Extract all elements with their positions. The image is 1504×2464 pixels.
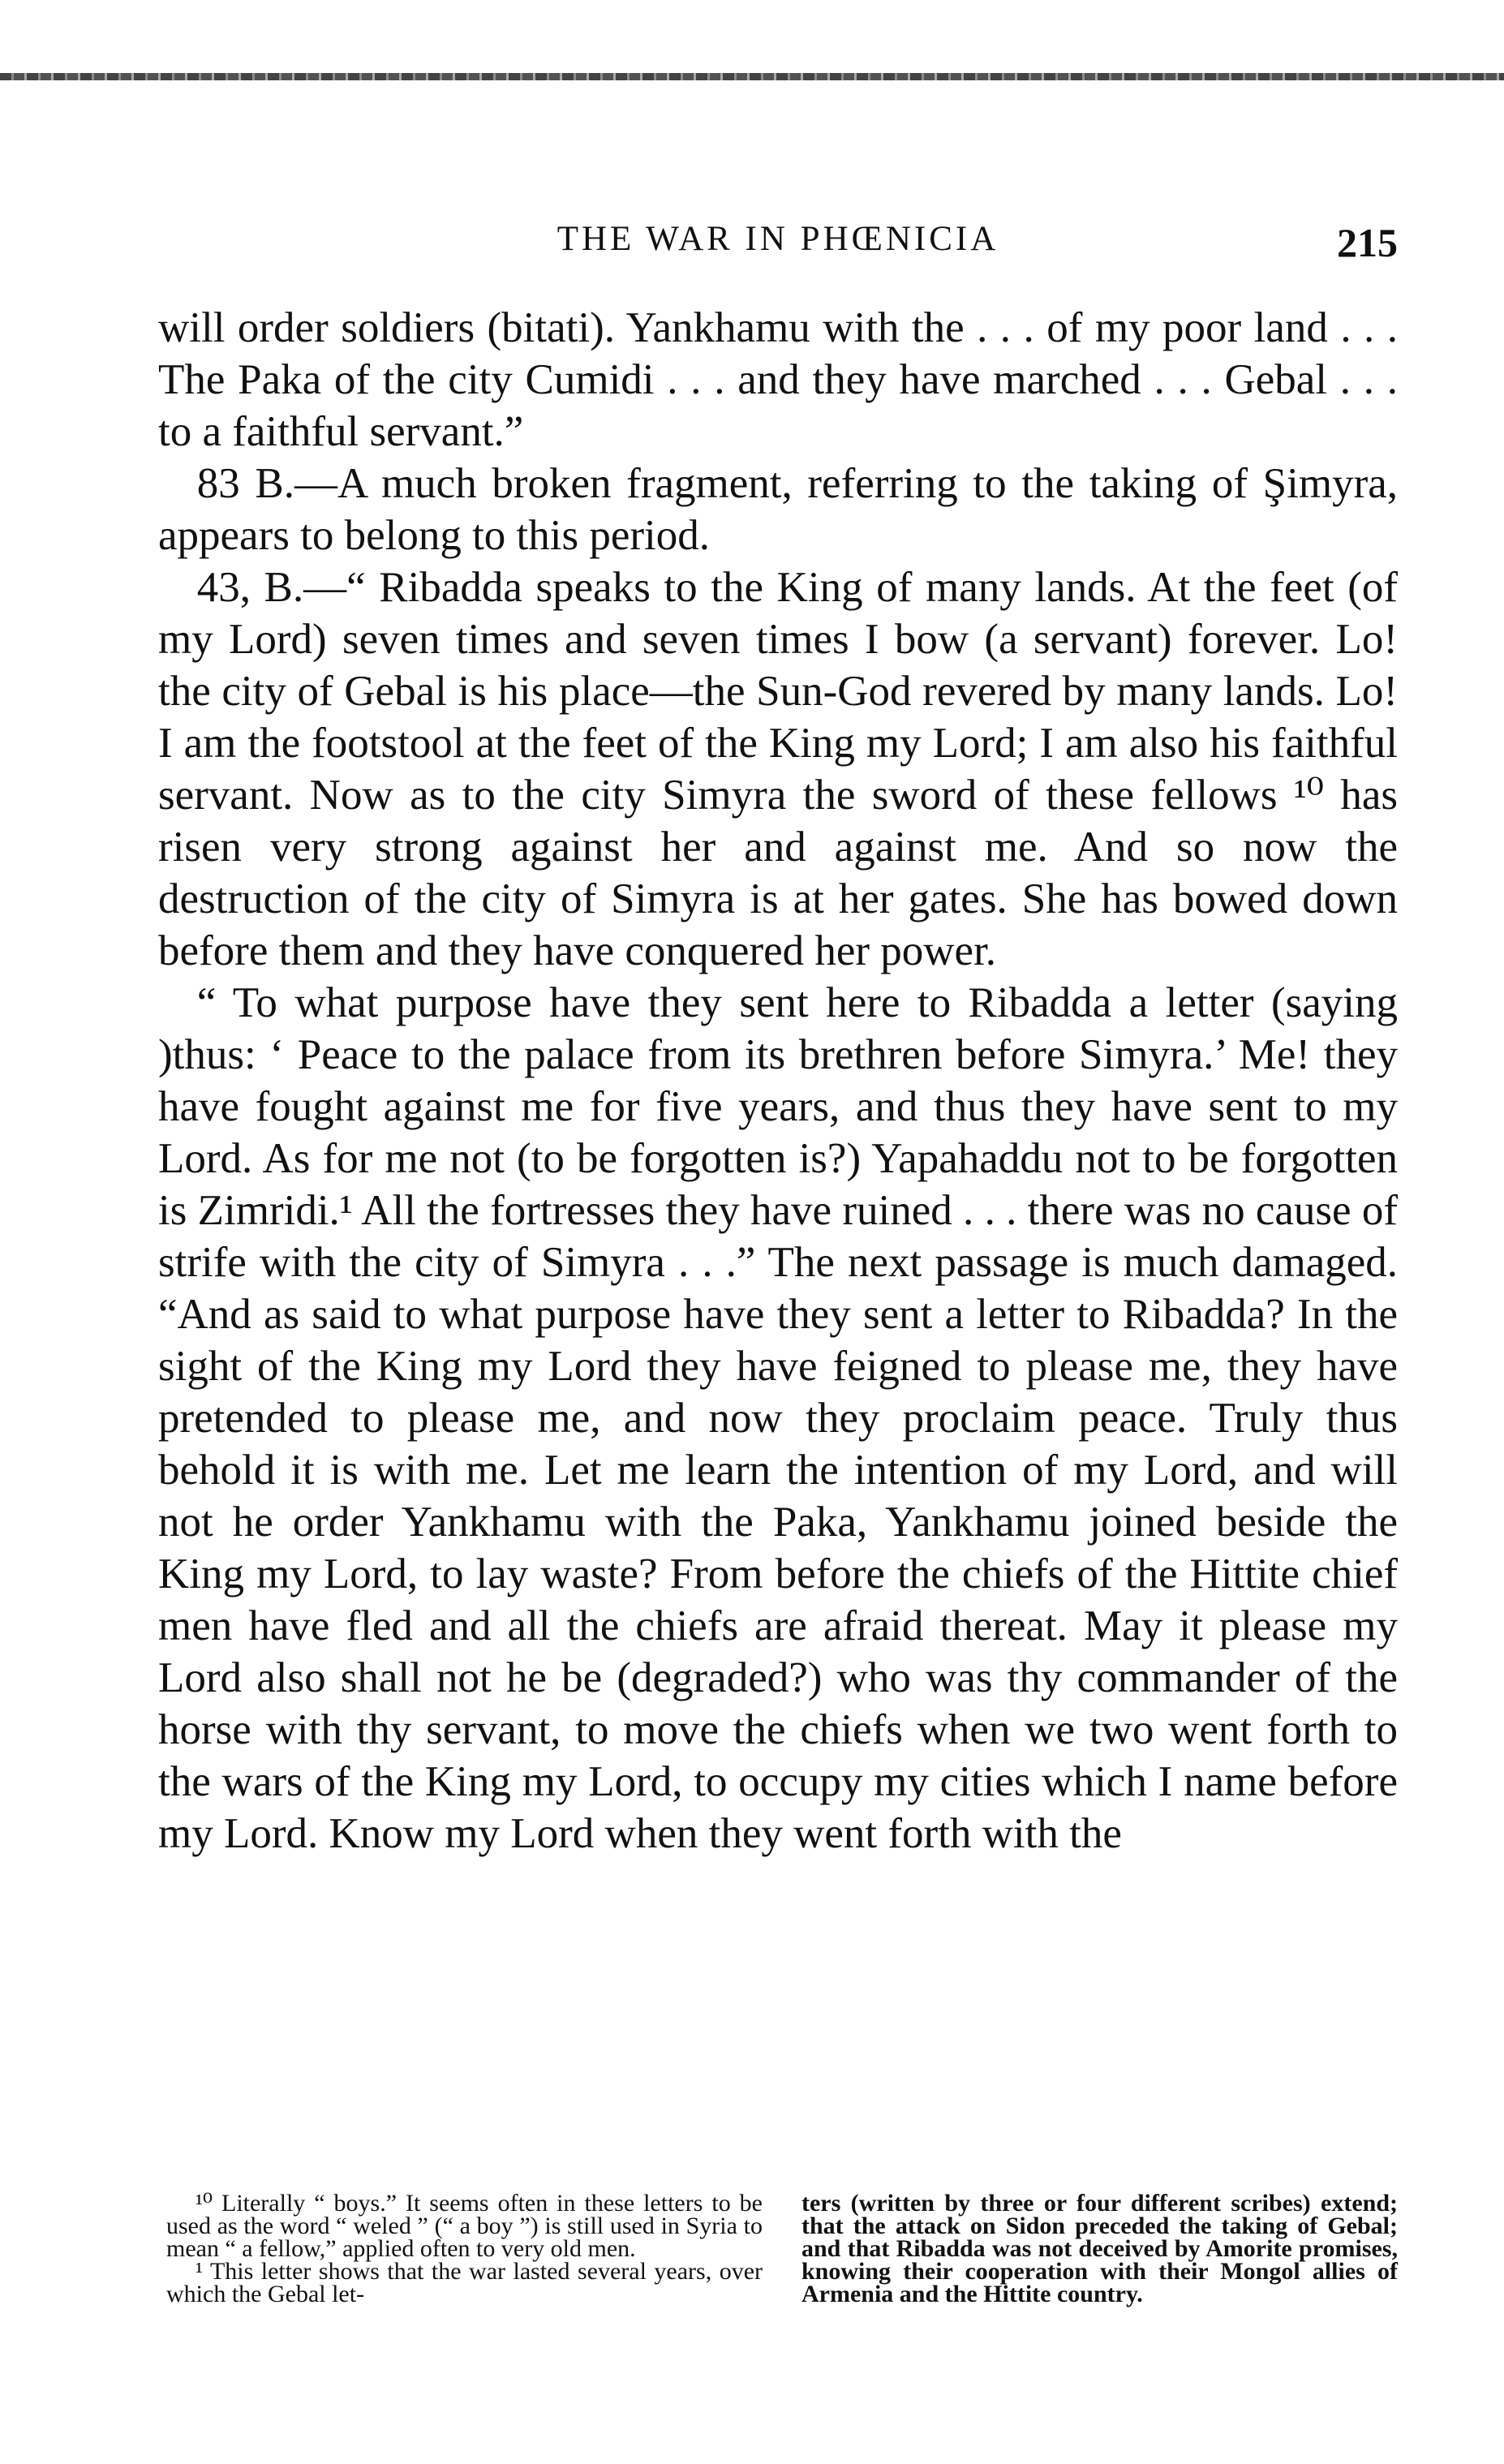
page-number: 215 <box>1337 220 1398 265</box>
paragraph: will order soldiers (bitati). Yankhamu with the . . . of my poor land . . . The Paka of the city Cumidi . . . and they have marched . . . Gebal . . . to a faithful servant.” <box>158 304 1398 455</box>
page-header <box>158 219 1398 276</box>
paragraph: 83 B.—A much broken fragment, referring to the taking of Şimyra, appears to belong to this period. <box>158 460 1398 559</box>
paragraph: 43, B.—“ Ribadda speaks to the King of many lands. At the feet (of my Lord) seven times and seven times I bow (a servant) forever. Lo! the city of Gebal is his place—the Sun-God revered by many lands. Lo! I am the footstool at the feet of the King my Lord; I am also his faithful servant. Now as to the city Simyra the sword of these fellows ¹⁰ has risen very strong against her and against me. And so now the destruction of the city of Simyra is at her gates. She has bowed down before them and they have conquered her power. <box>158 564 1398 974</box>
running-title: THE WAR IN PHŒNICIA <box>556 220 999 258</box>
footnotes <box>166 2192 1398 2306</box>
footnote-column-left <box>166 2192 763 2306</box>
footnote-column-right <box>801 2192 1398 2306</box>
paragraph: “ To what purpose have they sent here to Ribadda a letter (saying )thus: ‘ Peace to the palace from its brethren before Simyra.’ Me! they have fought against me for five years, and thus they have sent to my Lord. As for me not (to be forgotten is?) Yapahaddu not to be forgotten is Zimridi.¹ All the fortresses they have ruined . . . there was no cause of strife with the city of Simyra . . .” The next passage is much damaged. “And as said to what purpose have they sent a letter to Ribadda? In the sight of the King my Lord they have feigned to please me, they have pretended to please me, and now they proclaim peace. Truly thus behold it is with me. Let me learn the intention of my Lord, and will not he order Yankhamu with the Paka, Yankhamu joined beside the King my Lord, to lay waste? From before the chiefs of the Hittite chief men have fled and all the chiefs are afraid thereat. May it please my Lord also shall not he be (degraded?) who was thy commander of the horse with thy servant, to move the chiefs when we two went forth to the wars of the King my Lord, to occupy my cities which I name before my Lord. Know my Lord when they went forth with the <box>158 979 1398 1857</box>
footnote: ters (written by three or four different scribes) extend; that the attack on Sidon preceded the taking of Gebal; and that Ribadda was not deceived by Amorite promises, knowing their cooperation with their Mongol allies of Armenia and the Hittite country. <box>801 2190 1398 2307</box>
footnote: ¹⁰ Literally “ boys.” It seems often in these letters to be used as the word “ weled ” (“ a boy ”) is still used in Syria to mean “ a fellow,” applied often to very old men. <box>166 2190 763 2262</box>
footnote: ¹ This letter shows that the war lasted several years, over which the Gebal let- <box>166 2258 763 2307</box>
main-text <box>158 302 1398 1860</box>
top-scan-rule <box>0 73 1504 80</box>
